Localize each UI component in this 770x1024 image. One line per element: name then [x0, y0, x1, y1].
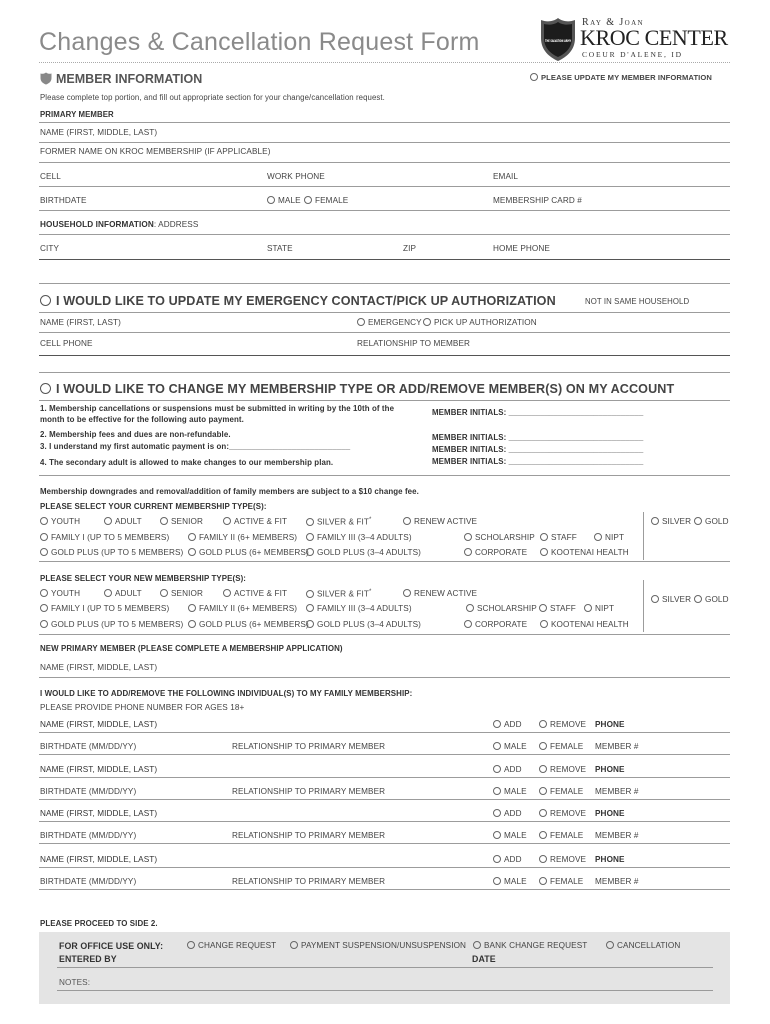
radio-icon	[694, 595, 702, 603]
radio-icon	[493, 855, 501, 863]
male-label: MALE	[504, 877, 527, 886]
radio-icon	[188, 533, 196, 541]
radio-icon	[539, 787, 547, 795]
option-label: GOLD PLUS (3–4 ADULTS)	[317, 620, 421, 629]
address-label: : ADDRESS	[153, 220, 199, 229]
current-senior[interactable]	[160, 517, 203, 526]
individual-1-birthdate-field[interactable]: BIRTHDATE (MM/DD/YY)	[40, 742, 137, 751]
individual-1-add-option[interactable]	[493, 720, 522, 729]
radio-icon	[539, 765, 547, 773]
proceed-note: PLEASE PROCEED TO SIDE 2.	[40, 919, 158, 928]
radio-icon	[357, 318, 365, 326]
individual-2-name-field[interactable]: NAME (FIRST, MIDDLE, LAST)	[40, 765, 158, 774]
add-label: ADD	[504, 720, 522, 729]
radio-icon	[40, 589, 48, 597]
option-label: GOLD	[705, 595, 729, 604]
remove-label: REMOVE	[550, 855, 587, 864]
individual-3-female-option[interactable]	[539, 831, 583, 840]
individual-4-add-option[interactable]	[493, 855, 522, 864]
home-phone-field[interactable]: HOME PHONE	[493, 244, 550, 253]
option-label: SILVER & FIT	[317, 517, 370, 527]
add-label: ADD	[504, 855, 522, 864]
individual-3-birthdate-field[interactable]: BIRTHDATE (MM/DD/YY)	[40, 831, 137, 840]
individual-1-member-number-field[interactable]: MEMBER #	[595, 742, 639, 751]
new-renew-active[interactable]	[403, 589, 477, 598]
radio-icon	[104, 517, 112, 525]
member-initials-2[interactable]: MEMBER INITIALS: ______________________________	[432, 433, 644, 442]
radio-icon	[539, 877, 547, 885]
member-initials-1[interactable]: MEMBER INITIALS: ______________________________	[432, 408, 644, 417]
rule-2: 2. Membership fees and dues are non-refundable.	[40, 430, 231, 439]
asterisk: *	[369, 589, 372, 595]
emergency-heading[interactable]	[40, 294, 556, 308]
option-label: ADULT	[115, 589, 142, 598]
individual-1-female-option[interactable]	[539, 742, 583, 751]
radio-icon	[540, 533, 548, 541]
radio-icon	[464, 533, 472, 541]
emergency-label: EMERGENCY	[368, 318, 422, 327]
option-label: FAMILY I (UP TO 5 MEMBERS)	[51, 533, 170, 542]
female-label: FEMALE	[550, 877, 584, 886]
current-active-fit[interactable]	[223, 517, 287, 526]
radio-icon	[464, 548, 472, 556]
current-nipt[interactable]	[594, 533, 624, 542]
new-adult[interactable]	[104, 589, 142, 598]
individual-1-male-option[interactable]	[493, 742, 527, 751]
remove-label: REMOVE	[550, 720, 587, 729]
new-primary-label: NEW PRIMARY MEMBER (PLEASE COMPLETE A MEMBERSHIP APPLICATION)	[40, 644, 343, 653]
individual-2-add-option[interactable]	[493, 765, 522, 774]
radio-icon	[651, 517, 659, 525]
individual-2-birthdate-field[interactable]: BIRTHDATE (MM/DD/YY)	[40, 787, 137, 796]
radio-icon	[493, 765, 501, 773]
option-label: CORPORATE	[475, 620, 528, 629]
ray-joan-text: Ray & Joan	[582, 17, 644, 28]
office-use-box	[39, 932, 730, 1004]
option-label: NIPT	[595, 604, 615, 613]
option-label: SCHOLARSHIP	[477, 604, 537, 613]
option-label: STAFF	[551, 533, 577, 542]
radio-icon	[540, 548, 548, 556]
current-adult[interactable]	[104, 517, 142, 526]
radio-icon	[223, 589, 231, 597]
remove-label: REMOVE	[550, 809, 587, 818]
not-same-household-label: NOT IN SAME HOUSEHOLD	[585, 297, 690, 306]
option-label: SILVER	[662, 595, 692, 604]
household-info-label: HOUSEHOLD INFORMATION	[40, 220, 154, 229]
radio-icon	[539, 809, 547, 817]
individual-3-male-option[interactable]	[493, 831, 527, 840]
add-label: ADD	[504, 809, 522, 818]
option-label: SILVER	[662, 517, 692, 526]
male-option[interactable]	[267, 196, 301, 205]
current-type-label: PLEASE SELECT YOUR CURRENT MEMBERSHIP TYPE(S):	[40, 502, 267, 511]
option-label: SILVER & FIT	[317, 589, 370, 599]
radio-icon	[40, 548, 48, 556]
radio-icon	[403, 589, 411, 597]
individual-1-phone-field[interactable]: PHONE	[595, 720, 625, 729]
salvation-army-shield-icon	[538, 16, 578, 62]
radio-icon	[539, 855, 547, 863]
shield-icon	[40, 72, 52, 85]
male-label: MALE	[504, 831, 527, 840]
state-field[interactable]: STATE	[267, 244, 293, 253]
kroc-center-text: KROC CENTER	[580, 25, 728, 50]
option-label: GOLD PLUS (3–4 ADULTS)	[317, 548, 421, 557]
radio-icon	[540, 620, 548, 628]
relationship-field[interactable]: RELATIONSHIP TO MEMBER	[357, 339, 471, 348]
pickup-label: PICK UP AUTHORIZATION	[434, 318, 537, 327]
option-label: ADULT	[115, 517, 142, 526]
remove-label: REMOVE	[550, 765, 587, 774]
option-label: GOLD	[705, 517, 729, 526]
female-label: FEMALE	[315, 196, 349, 205]
new-family-2[interactable]	[188, 604, 297, 613]
radio-icon	[606, 941, 614, 949]
individual-4-birthdate-field[interactable]: BIRTHDATE (MM/DD/YY)	[40, 877, 137, 886]
option-label: SENIOR	[171, 589, 203, 598]
option-label: CANCELLATION	[617, 941, 681, 950]
new-gold[interactable]	[694, 595, 729, 604]
new-staff[interactable]	[539, 604, 576, 613]
cancellation-option[interactable]	[606, 941, 680, 950]
new-senior[interactable]	[160, 589, 203, 598]
radio-icon	[188, 548, 196, 556]
pickup-option[interactable]	[423, 318, 537, 327]
current-kootenai[interactable]	[540, 548, 629, 557]
rule-1b: month to be effective for the following auto payment.	[40, 415, 244, 424]
radio-icon	[104, 589, 112, 597]
membership-heading-label: I WOULD LIKE TO CHANGE MY MEMBERSHIP TYPE OR ADD/REMOVE MEMBER(S) ON MY ACCOUNT	[56, 382, 675, 396]
current-renew-active[interactable]	[403, 517, 477, 526]
option-label: GOLD PLUS (UP TO 5 MEMBERS)	[51, 620, 184, 629]
radio-icon	[187, 941, 195, 949]
current-silver[interactable]	[651, 517, 691, 526]
option-label: CHANGE REQUEST	[198, 941, 277, 950]
radio-icon	[160, 517, 168, 525]
kroc-logo	[532, 14, 732, 64]
radio-icon	[40, 620, 48, 628]
individual-3-add-option[interactable]	[493, 809, 522, 818]
radio-icon	[306, 590, 314, 598]
salvation-army-seal: THE SALVATION ARMY	[545, 39, 572, 43]
new-active-fit[interactable]	[223, 589, 287, 598]
radio-icon	[493, 742, 501, 750]
individual-2-female-option[interactable]	[539, 787, 583, 796]
membership-card-field[interactable]: MEMBERSHIP CARD #	[493, 196, 582, 205]
member-initials-4[interactable]: MEMBER INITIALS: ______________________________	[432, 457, 644, 466]
entered-by-label: ENTERED BY	[59, 954, 117, 964]
option-label: BANK CHANGE REQUEST	[484, 941, 588, 950]
female-label: FEMALE	[550, 742, 584, 751]
option-label: SENIOR	[171, 517, 203, 526]
individual-1-relationship-field[interactable]: RELATIONSHIP TO PRIMARY MEMBER	[232, 742, 386, 751]
update-member-option[interactable]	[530, 73, 712, 82]
radio-icon	[694, 517, 702, 525]
radio-icon	[160, 589, 168, 597]
radio-icon	[40, 533, 48, 541]
individual-3-phone-field[interactable]: PHONE	[595, 809, 625, 818]
individual-2-remove-option[interactable]	[539, 765, 586, 774]
radio-icon	[306, 548, 314, 556]
email-field[interactable]: EMAIL	[493, 172, 519, 181]
current-gold[interactable]	[694, 517, 729, 526]
male-label: MALE	[278, 196, 301, 205]
rule-4: 4. The secondary adult is allowed to make changes to our membership plan.	[40, 458, 334, 467]
male-label: MALE	[504, 742, 527, 751]
new-primary-name-field[interactable]: NAME (FIRST, MIDDLE, LAST)	[40, 663, 158, 672]
membership-heading[interactable]	[40, 382, 674, 396]
radio-icon	[306, 604, 314, 612]
zip-field[interactable]: ZIP	[403, 244, 417, 253]
individual-4-member-number-field[interactable]: MEMBER #	[595, 877, 639, 886]
individual-2-male-option[interactable]	[493, 787, 527, 796]
option-label: FAMILY III (3–4 ADULTS)	[317, 533, 412, 542]
cell-field[interactable]: CELL	[40, 172, 61, 181]
option-label: NIPT	[605, 533, 625, 542]
option-label: RENEW ACTIVE	[414, 589, 478, 598]
household-address-field[interactable]	[40, 220, 198, 229]
option-label: GOLD PLUS (UP TO 5 MEMBERS)	[51, 548, 184, 557]
radio-icon	[493, 720, 501, 728]
radio-icon	[188, 620, 196, 628]
option-label: GOLD PLUS (6+ MEMBERS)	[199, 620, 309, 629]
individual-3-remove-option[interactable]	[539, 809, 586, 818]
date-label: DATE	[472, 954, 496, 964]
individual-2-relationship-field[interactable]: RELATIONSHIP TO PRIMARY MEMBER	[232, 787, 386, 796]
radio-icon	[493, 877, 501, 885]
option-label: FAMILY II (6+ MEMBERS)	[199, 533, 298, 542]
individual-4-relationship-field[interactable]: RELATIONSHIP TO PRIMARY MEMBER	[232, 877, 386, 886]
option-label: FAMILY III (3–4 ADULTS)	[317, 604, 412, 613]
radio-icon	[423, 318, 431, 326]
option-label: FAMILY I (UP TO 5 MEMBERS)	[51, 604, 170, 613]
radio-icon	[40, 295, 51, 306]
form-title: Changes & Cancellation Request Form	[39, 28, 480, 56]
radio-icon	[584, 604, 592, 612]
primary-member-label: PRIMARY MEMBER	[40, 110, 114, 119]
new-corporate[interactable]	[464, 620, 527, 629]
downgrade-note: Membership downgrades and removal/addition of family members are subject to a $10 change fee.	[40, 487, 419, 496]
option-label: KOOTENAI HEALTH	[551, 548, 629, 557]
radio-icon	[594, 533, 602, 541]
current-gold-plus-1[interactable]	[40, 548, 183, 557]
name-field[interactable]: NAME (FIRST, MIDDLE, LAST)	[40, 128, 158, 137]
radio-icon	[290, 941, 298, 949]
new-nipt[interactable]	[584, 604, 614, 613]
new-gold-plus-3[interactable]	[306, 620, 421, 629]
current-silver-fit[interactable]	[306, 517, 371, 527]
female-option[interactable]	[304, 196, 348, 205]
current-corporate[interactable]	[464, 548, 527, 557]
option-label: SCHOLARSHIP	[475, 533, 535, 542]
individual-2-member-number-field[interactable]: MEMBER #	[595, 787, 639, 796]
individual-1-name-field[interactable]: NAME (FIRST, MIDDLE, LAST)	[40, 720, 158, 729]
new-silver[interactable]	[651, 595, 691, 604]
option-label: RENEW ACTIVE	[414, 517, 478, 526]
radio-icon	[306, 518, 314, 526]
option-label: YOUTH	[51, 589, 81, 598]
new-scholarship[interactable]	[466, 604, 537, 613]
add-label: ADD	[504, 765, 522, 774]
option-label: ACTIVE & FIT	[234, 517, 288, 526]
individual-3-relationship-field[interactable]: RELATIONSHIP TO PRIMARY MEMBER	[232, 831, 386, 840]
emergency-name-field[interactable]: NAME (FIRST, LAST)	[40, 318, 121, 327]
member-initials-3[interactable]: MEMBER INITIALS: ______________________________	[432, 445, 644, 454]
asterisk: *	[369, 517, 372, 523]
option-label: KOOTENAI HEALTH	[551, 620, 629, 629]
individual-4-name-field[interactable]: NAME (FIRST, MIDDLE, LAST)	[40, 855, 158, 864]
payment-suspension-option[interactable]	[290, 941, 466, 950]
for-office-label: FOR OFFICE USE ONLY:	[59, 941, 164, 951]
radio-icon	[493, 831, 501, 839]
instructions-text: Please complete top portion, and fill out appropriate section for your change/cancellation request.	[40, 93, 385, 102]
new-type-label: PLEASE SELECT YOUR NEW MEMBERSHIP TYPE(S):	[40, 574, 247, 583]
radio-icon	[539, 720, 547, 728]
radio-icon	[306, 620, 314, 628]
female-label: FEMALE	[550, 787, 584, 796]
new-youth[interactable]	[40, 589, 80, 598]
individual-4-female-option[interactable]	[539, 877, 583, 886]
radio-icon	[223, 517, 231, 525]
new-silver-fit[interactable]	[306, 589, 371, 599]
radio-icon	[539, 831, 547, 839]
current-gold-plus-2[interactable]	[188, 548, 309, 557]
radio-icon	[306, 533, 314, 541]
option-label: ACTIVE & FIT	[234, 589, 288, 598]
notes-field[interactable]: NOTES:	[59, 978, 91, 987]
former-name-field[interactable]: FORMER NAME ON KROC MEMBERSHIP (IF APPLICABLE)	[40, 147, 271, 156]
update-member-label: PLEASE UPDATE MY MEMBER INFORMATION	[541, 73, 712, 82]
radio-icon	[473, 941, 481, 949]
member-info-heading: MEMBER INFORMATION	[56, 72, 203, 86]
individual-4-phone-field[interactable]: PHONE	[595, 855, 625, 864]
change-request-option[interactable]	[187, 941, 276, 950]
radio-icon	[539, 742, 547, 750]
option-label: YOUTH	[51, 517, 81, 526]
radio-icon	[464, 620, 472, 628]
phone-note: PLEASE PROVIDE PHONE NUMBER FOR AGES 18+	[40, 703, 245, 712]
rule-1a: 1. Membership cancellations or suspensions must be submitted in writing by the 10th of the	[40, 404, 395, 413]
new-gold-plus-2[interactable]	[188, 620, 309, 629]
option-label: FAMILY II (6+ MEMBERS)	[199, 604, 298, 613]
emergency-heading-label: I WOULD LIKE TO UPDATE MY EMERGENCY CONTACT/PICK UP AUTHORIZATION	[56, 294, 556, 308]
radio-icon	[651, 595, 659, 603]
individual-3-name-field[interactable]: NAME (FIRST, MIDDLE, LAST)	[40, 809, 158, 818]
option-label: GOLD PLUS (6+ MEMBERS)	[199, 548, 309, 557]
individual-3-member-number-field[interactable]: MEMBER #	[595, 831, 639, 840]
option-label: CORPORATE	[475, 548, 528, 557]
radio-icon	[530, 73, 538, 81]
emergency-option[interactable]	[357, 318, 422, 327]
current-family-1[interactable]	[40, 533, 169, 542]
work-phone-field[interactable]: WORK PHONE	[267, 172, 325, 181]
radio-icon	[466, 604, 474, 612]
new-family-1[interactable]	[40, 604, 169, 613]
female-label: FEMALE	[550, 831, 584, 840]
individual-1-remove-option[interactable]	[539, 720, 586, 729]
current-scholarship[interactable]	[464, 533, 535, 542]
radio-icon	[539, 604, 547, 612]
radio-icon	[493, 809, 501, 817]
emergency-cell-field[interactable]: CELL PHONE	[40, 339, 93, 348]
city-field[interactable]: CITY	[40, 244, 60, 253]
radio-icon	[40, 517, 48, 525]
radio-icon	[40, 604, 48, 612]
individual-2-phone-field[interactable]: PHONE	[595, 765, 625, 774]
bank-change-option[interactable]	[473, 941, 587, 950]
male-label: MALE	[504, 787, 527, 796]
option-label: PAYMENT SUSPENSION/UNSUSPENSION	[301, 941, 467, 950]
city-text: COEUR D'ALENE, ID	[582, 50, 683, 59]
rule-3: 3. I understand my first automatic payment is on:___________________________	[40, 442, 351, 451]
new-kootenai[interactable]	[540, 620, 629, 629]
current-gold-plus-3[interactable]	[306, 548, 421, 557]
new-family-3[interactable]	[306, 604, 412, 613]
current-staff[interactable]	[540, 533, 577, 542]
option-label: STAFF	[550, 604, 576, 613]
radio-icon	[40, 383, 51, 394]
radio-icon	[403, 517, 411, 525]
radio-icon	[188, 604, 196, 612]
radio-icon	[267, 196, 275, 204]
current-family-2[interactable]	[188, 533, 297, 542]
individual-4-remove-option[interactable]	[539, 855, 586, 864]
radio-icon	[493, 787, 501, 795]
current-family-3[interactable]	[306, 533, 412, 542]
current-youth[interactable]	[40, 517, 80, 526]
birthdate-field[interactable]: BIRTHDATE	[40, 196, 87, 205]
add-remove-label: I WOULD LIKE TO ADD/REMOVE THE FOLLOWING INDIVIDUAL(S) TO MY FAMILY MEMBERSHIP:	[40, 689, 413, 698]
radio-icon	[304, 196, 312, 204]
new-gold-plus-1[interactable]	[40, 620, 183, 629]
individual-4-male-option[interactable]	[493, 877, 527, 886]
